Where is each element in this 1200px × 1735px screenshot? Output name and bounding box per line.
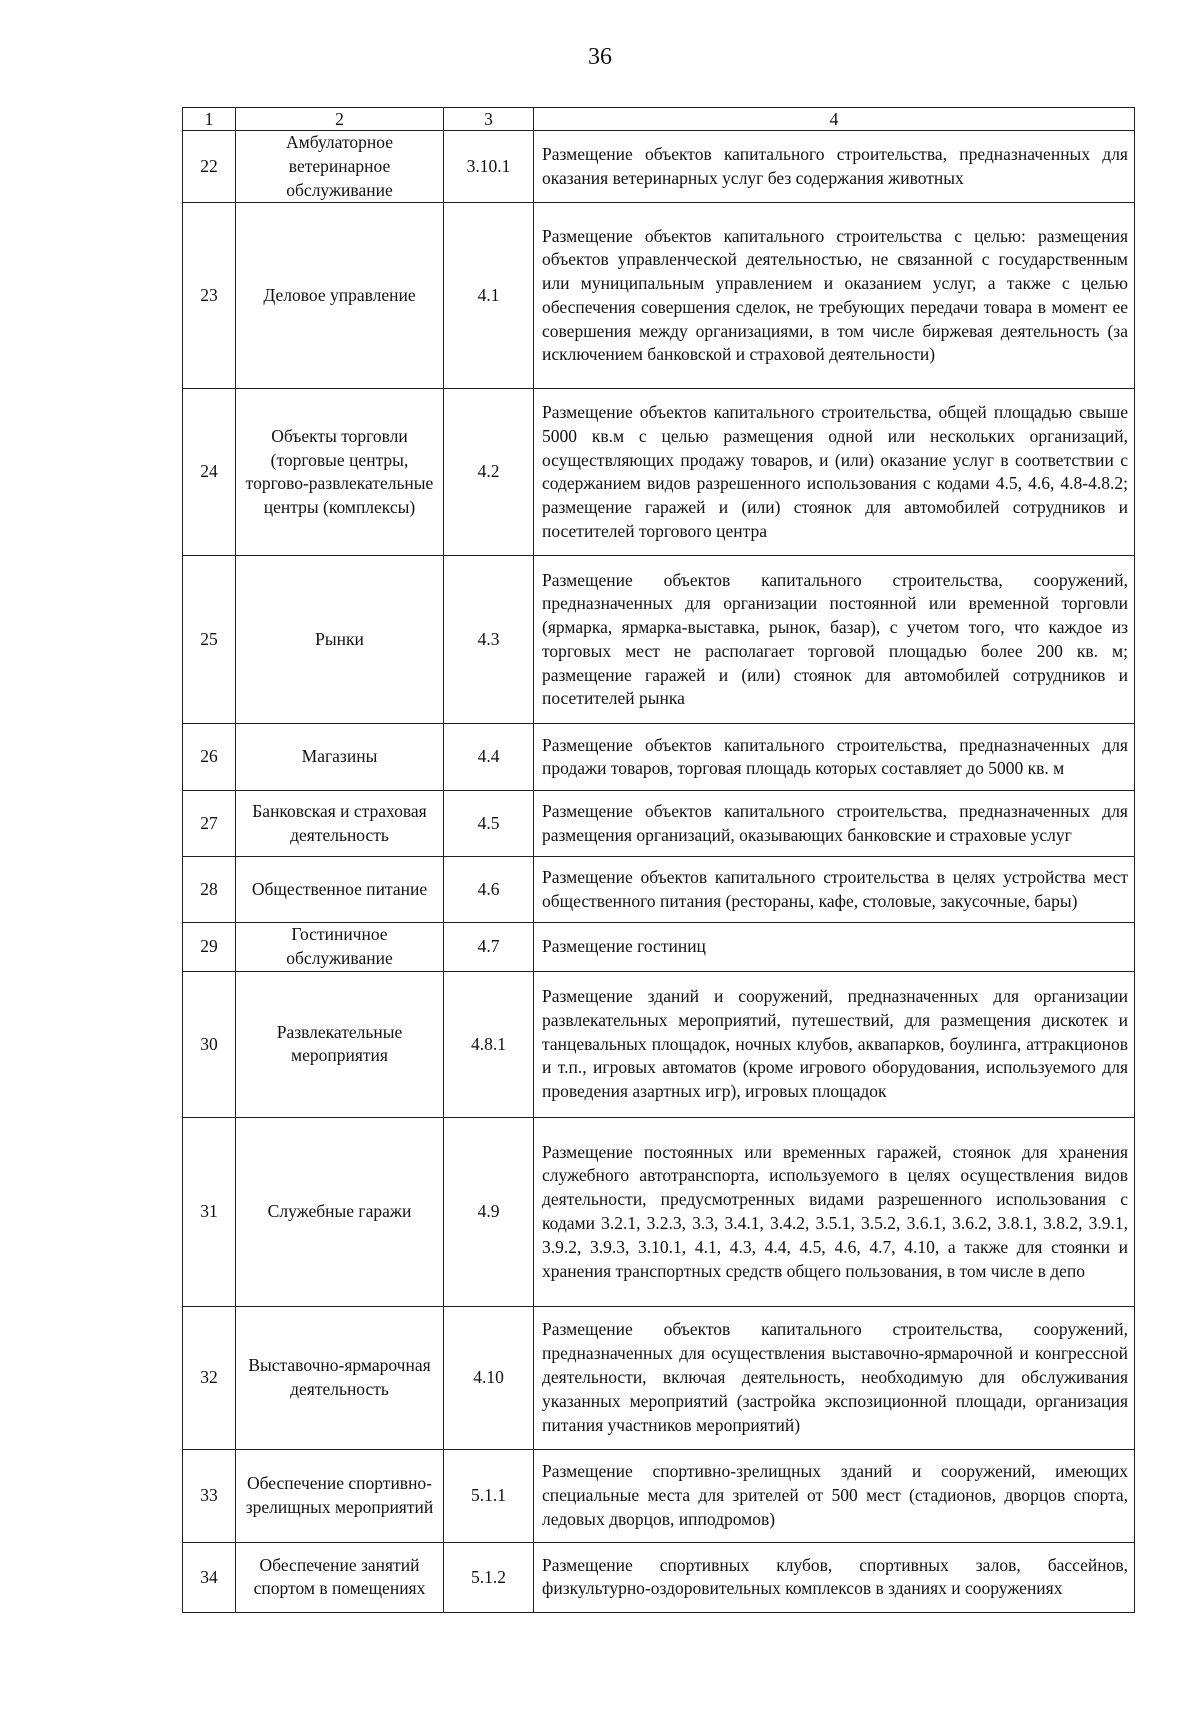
row-number: 27 (183, 791, 236, 857)
land-use-name: Банковская и страховая деятельность (236, 791, 444, 857)
row-number: 32 (183, 1306, 236, 1449)
row-number: 31 (183, 1117, 236, 1306)
land-use-code: 4.8.1 (444, 971, 534, 1117)
header-row (183, 108, 1135, 131)
land-use-description: Размещение объектов капитального строительства, сооружений, предназначенных для осуществления выставочно-ярмарочной и конгрессной деятельности, включая деятельность, необходимую для обслуживания указанных мероприятий (застройка экспозиционной площади, организация питания участников мероприятий) (534, 1306, 1135, 1449)
table-row (183, 203, 1135, 389)
table-row (183, 1449, 1135, 1542)
row-number: 29 (183, 923, 236, 972)
page-number: 36 (588, 44, 612, 70)
header-col-2: 2 (236, 108, 444, 131)
land-use-code: 4.7 (444, 923, 534, 972)
land-use-description: Размещение объектов капитального строительства, сооружений, предназначенных для организации постоянной или временной торговли (ярмарка, ярмарка-выставка, рынок, базар), с учетом того, что каждое из торговых мест не располагает торговой площадью более 200 кв. м; размещение гаражей и (или) стоянок для автомобилей сотрудников и посетителей рынка (534, 556, 1135, 724)
row-number: 25 (183, 556, 236, 724)
land-use-description: Размещение объектов капитального строительства, предназначенных для продажи товаров, торговая площадь которых составляет до 5000 кв. м (534, 724, 1135, 791)
row-number: 23 (183, 203, 236, 389)
table-body (183, 131, 1135, 1613)
land-use-description: Размещение объектов капитального строительства, предназначенных для размещения организаций, оказывающих банковские и страховые услуг (534, 791, 1135, 857)
row-number: 33 (183, 1449, 236, 1542)
land-use-name: Гостиничное обслуживание (236, 923, 444, 972)
land-use-name: Служебные гаражи (236, 1117, 444, 1306)
land-use-description: Размещение объектов капитального строительства с целью: размещения объектов управленческой деятельностью, не связанной с государственным или муниципальным управлением и оказанием услуг, а также с целью обеспечения совершения сделок, не требующих передачи товара в момент ее совершения между организациями, в том числе биржевая деятельность (за исключением банковской и страховой деятельности) (534, 203, 1135, 389)
land-use-code: 4.5 (444, 791, 534, 857)
land-use-description: Размещение спортивных клубов, спортивных залов, бассейнов, физкультурно-оздоровительных комплексов в зданиях и сооружениях (534, 1542, 1135, 1612)
table-row (183, 131, 1135, 203)
row-number: 24 (183, 389, 236, 556)
land-use-description: Размещение объектов капитального строительства, общей площадью свыше 5000 кв.м с целью размещения одной или нескольких организаций, осуществляющих продажу товаров, и (или) оказание услуг в соответствии с содержанием видов разрешенного использования с кодами 4.5, 4.6, 4.8-4.8.2; размещение гаражей и (или) стоянок для автомобилей сотрудников и посетителей торгового центра (534, 389, 1135, 556)
land-use-name: Объекты торговли (торговые центры, торгово-развлекательные центры (комплексы) (236, 389, 444, 556)
land-use-name: Рынки (236, 556, 444, 724)
land-use-name: Амбулаторное ветеринарное обслуживание (236, 131, 444, 203)
header-col-3: 3 (444, 108, 534, 131)
land-use-name: Обеспечение спортивно-зрелищных мероприятий (236, 1449, 444, 1542)
row-number: 30 (183, 971, 236, 1117)
land-use-code: 4.6 (444, 857, 534, 923)
land-use-name: Деловое управление (236, 203, 444, 389)
table-row (183, 791, 1135, 857)
land-use-name: Общественное питание (236, 857, 444, 923)
table-row (183, 857, 1135, 923)
land-use-table (182, 107, 1135, 1613)
land-use-name: Выставочно-ярмарочная деятельность (236, 1306, 444, 1449)
land-use-code: 4.10 (444, 1306, 534, 1449)
land-use-code: 4.3 (444, 556, 534, 724)
table-row (183, 1542, 1135, 1612)
row-number: 34 (183, 1542, 236, 1612)
land-use-description: Размещение гостиниц (534, 923, 1135, 972)
row-number: 26 (183, 724, 236, 791)
table-row (183, 1117, 1135, 1306)
land-use-description: Размещение постоянных или временных гаражей, стоянок для хранения служебного автотранспорта, используемого в целях осуществления видов деятельности, предусмотренных видами разрешенного использования с кодами 3.2.1, 3.2.3, 3.3, 3.4.1, 3.4.2, 3.5.1, 3.5.2, 3.6.1, 3.6.2, 3.8.1, 3.8.2, 3.9.1, 3.9.2, 3.9.3, 3.10.1, 4.1, 4.3, 4.4, 4.5, 4.6, 4.7, 4.10, а также для стоянки и хранения транспортных средств общего пользования, в том числе в депо (534, 1117, 1135, 1306)
land-use-code: 4.9 (444, 1117, 534, 1306)
table-row (183, 923, 1135, 972)
header-col-1: 1 (183, 108, 236, 131)
table-row (183, 1306, 1135, 1449)
land-use-code: 5.1.1 (444, 1449, 534, 1542)
table-row (183, 556, 1135, 724)
row-number: 28 (183, 857, 236, 923)
land-use-code: 4.4 (444, 724, 534, 791)
land-use-code: 5.1.2 (444, 1542, 534, 1612)
land-use-description: Размещение зданий и сооружений, предназначенных для организации развлекательных мероприятий, путешествий, для размещения дискотек и танцевальных площадок, ночных клубов, аквапарков, боулинга, аттракционов и т.п., игровых автоматов (кроме игрового оборудования, используемого для проведения азартных игр), игровых площадок (534, 971, 1135, 1117)
land-use-name: Обеспечение занятий спортом в помещениях (236, 1542, 444, 1612)
land-use-description: Размещение объектов капитального строительства, предназначенных для оказания ветеринарных услуг без содержания животных (534, 131, 1135, 203)
header-col-4: 4 (534, 108, 1135, 131)
land-use-code: 3.10.1 (444, 131, 534, 203)
table-row (183, 724, 1135, 791)
table-row (183, 389, 1135, 556)
row-number: 22 (183, 131, 236, 203)
land-use-code: 4.2 (444, 389, 534, 556)
land-use-description: Размещение объектов капитального строительства в целях устройства мест общественного питания (рестораны, кафе, столовые, закусочные, бары) (534, 857, 1135, 923)
land-use-code: 4.1 (444, 203, 534, 389)
table-row (183, 971, 1135, 1117)
land-use-description: Размещение спортивно-зрелищных зданий и сооружений, имеющих специальные места для зрителей от 500 мест (стадионов, дворцов спорта, ледовых дворцов, ипподромов) (534, 1449, 1135, 1542)
land-use-name: Магазины (236, 724, 444, 791)
land-use-name: Развлекательные мероприятия (236, 971, 444, 1117)
